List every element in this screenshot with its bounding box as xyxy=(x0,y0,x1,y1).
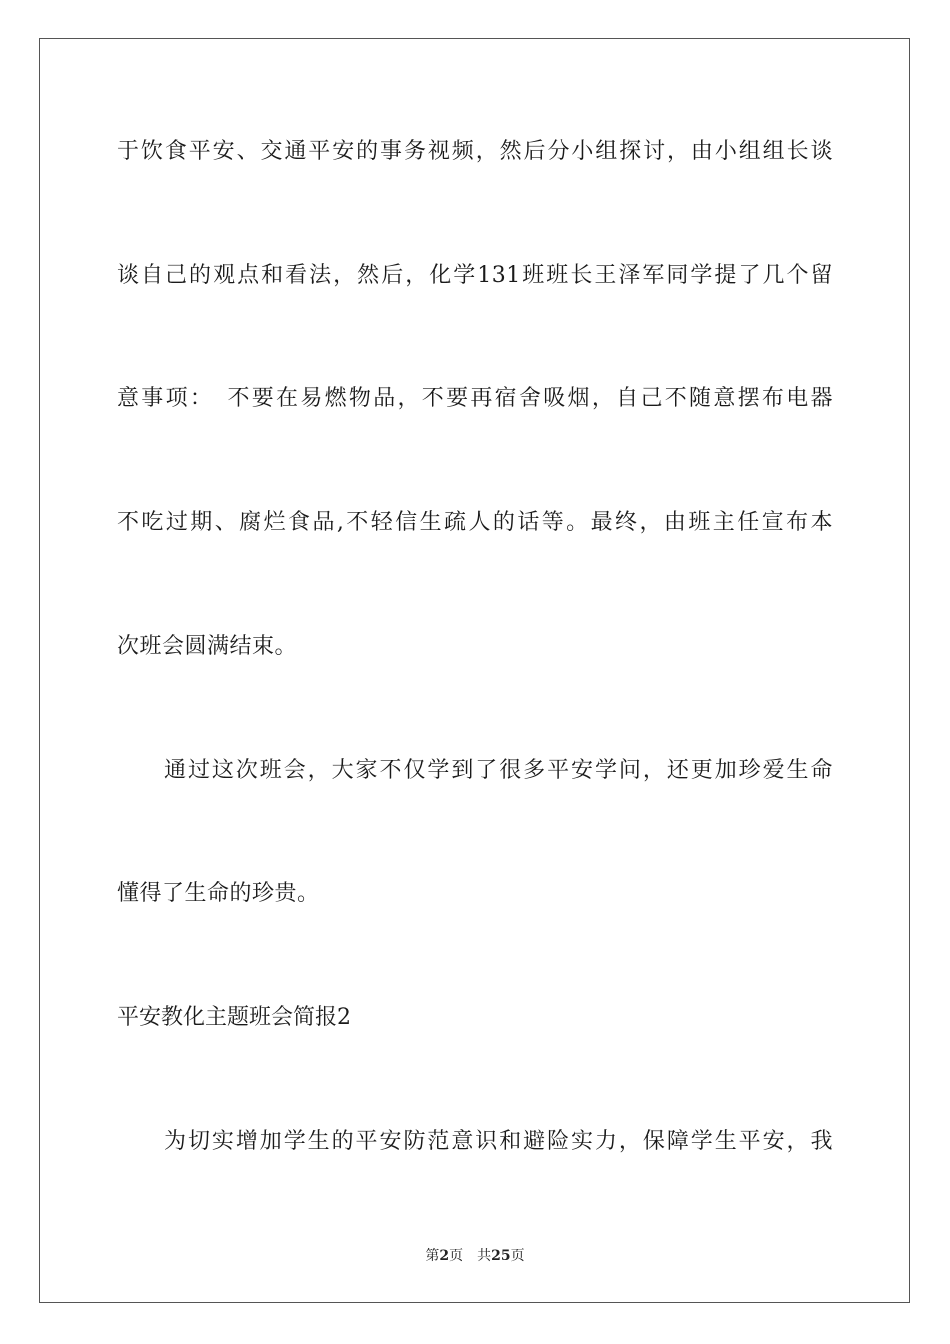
paragraph-line-4: 不吃过期、腐烂食品,不轻信生疏人的话等。最终，由班主任宣布本 xyxy=(117,510,833,535)
page-total: 25 xyxy=(491,1248,511,1264)
paragraph-line-2: 谈自己的观点和看法，然后，化学131班班长王泽军同学提了几个留 xyxy=(117,263,833,288)
total-suffix: 页 xyxy=(510,1248,525,1264)
section-heading: 平安教化主题班会简报2 xyxy=(117,1005,351,1030)
paragraph-line-1: 于饮食平安、交通平安的事务视频，然后分小组探讨，由小组组长谈 xyxy=(117,139,833,164)
page-current: 2 xyxy=(439,1248,450,1264)
paragraph-line-6: 通过这次班会，大家不仅学到了很多平安学问，还更加珍爱生命 xyxy=(164,758,833,783)
paragraph-line-3: 意事项： 不要在易燃物品，不要再宿舍吸烟，自己不随意摆布电器 xyxy=(117,386,833,411)
page-prefix: 第 xyxy=(425,1248,440,1264)
paragraph-line-7: 懂得了生命的珍贵。 xyxy=(117,881,320,906)
paragraph-line-5: 次班会圆满结束。 xyxy=(117,634,298,659)
page-border xyxy=(39,38,910,1303)
page-suffix: 页 xyxy=(449,1248,464,1264)
total-prefix: 共 xyxy=(477,1248,492,1264)
paragraph-line-8: 为切实增加学生的平安防范意识和避险实力，保障学生平安，我 xyxy=(164,1129,833,1154)
page-footer xyxy=(0,1246,950,1266)
